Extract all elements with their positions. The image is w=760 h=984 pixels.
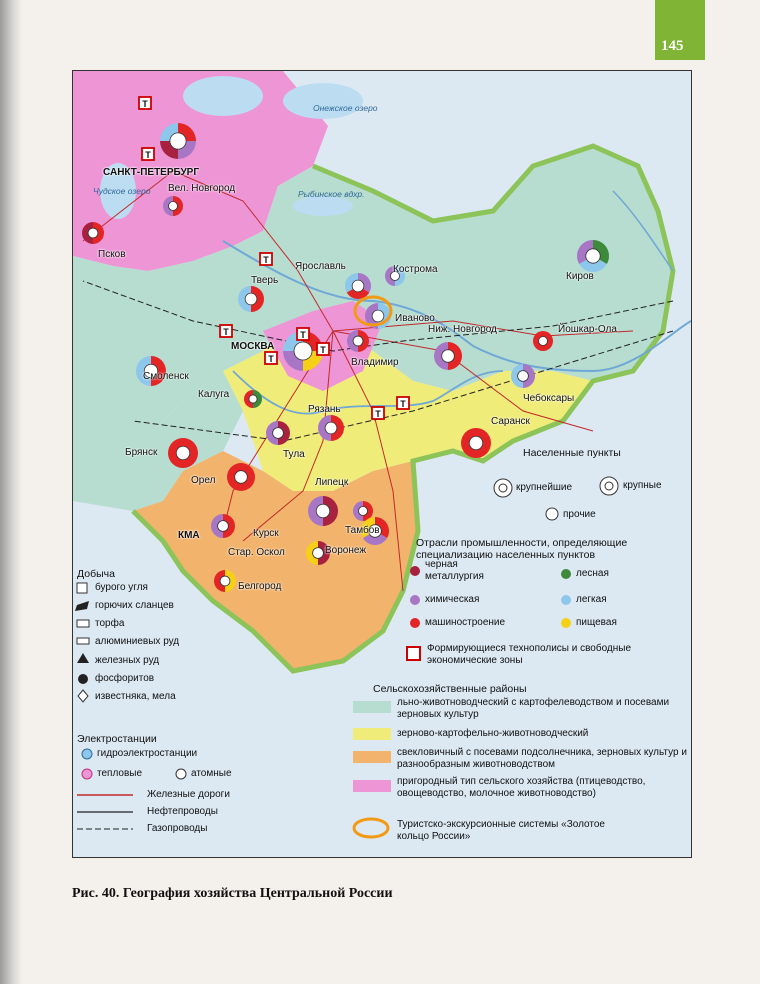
- legend-ind-forest-label: лесная: [576, 568, 609, 579]
- city-belgorod: Белгород: [238, 581, 282, 592]
- city-tambov: Тамбов: [345, 525, 380, 536]
- city-marker-spb: [160, 123, 196, 159]
- city-moskva: МОСКВА: [231, 341, 275, 352]
- city-marker-kirov-center: [586, 249, 600, 263]
- legend-ind-food-label: пищевая: [576, 617, 617, 628]
- city-marker-kaluga: [244, 390, 262, 408]
- city-marker-yaroslavl: [345, 273, 371, 299]
- city-marker-tver-center: [245, 293, 257, 305]
- city-yaroslavl: Ярославль: [295, 261, 346, 272]
- technopolis-marker-0: [139, 97, 151, 109]
- city-marker-cheboksary-center: [518, 371, 529, 382]
- technopolis-marker-6-label: Т: [400, 399, 406, 409]
- city-ivanovo: Иваново: [395, 313, 435, 324]
- city-marker-moskva-center: [294, 342, 312, 360]
- city-pskov: Псков: [98, 249, 126, 260]
- city-marker-kursk-center: [218, 521, 229, 532]
- city-marker-yaroslavl-center: [352, 280, 364, 292]
- legend-power-title: Электростанции: [77, 733, 157, 745]
- technopolis-marker-2-label: Т: [263, 255, 269, 265]
- city-smolensk: Смоленск: [143, 371, 189, 382]
- legend-agri-title: Сельскохозяйственные районы: [373, 683, 527, 695]
- legend-agri-grain-label: зерново-картофельно-животноводческий: [397, 728, 589, 739]
- legend-ind-chem-label: химическая: [425, 594, 480, 605]
- legend-agri-flax-label: льно-животноводческий с картофелеводством и посевами зерновых культур: [397, 697, 670, 720]
- city-lipetsk: Липецк: [315, 477, 349, 488]
- city-ryazan: Рязань: [308, 404, 341, 415]
- city-bryansk: Брянск: [125, 447, 158, 458]
- technopolis-marker-5-label: Т: [268, 354, 274, 364]
- city-marker-kaluga-center: [249, 395, 257, 403]
- cities-layer: [73, 71, 691, 857]
- water-chudskoe: Чудское озеро: [93, 186, 151, 196]
- legend-industry-title: Отрасли промышленности, определяющие специализацию населенных пунктов: [416, 537, 628, 561]
- city-tula: Тула: [283, 449, 305, 460]
- city-marker-belgorod-center: [220, 576, 230, 586]
- legend-agri-suburban-label: пригородный тип сельского хозяйства (птицеводство, овощеводство, молочное животноводство): [397, 776, 646, 799]
- legend-agri-beet-label: свекловичный с посевами подсолнечника, зерновых культур и разнообразным животноводством: [397, 747, 687, 770]
- page-number: 145: [661, 38, 684, 54]
- technopolis-marker-4-label: Т: [320, 345, 326, 355]
- legend-mining-brown-coal: бурого угля: [95, 582, 148, 593]
- legend-other: прочие: [563, 509, 596, 520]
- book-spine-shadow: [0, 0, 22, 984]
- city-marker-ryazan-center: [325, 422, 337, 434]
- technopolis-marker-7-label: Т: [375, 409, 381, 419]
- city-kirov: Киров: [566, 271, 594, 282]
- legend-thermal: тепловые: [97, 768, 143, 779]
- city-kostroma: Кострома: [393, 264, 438, 275]
- city-marker-orel-center: [235, 471, 248, 484]
- legend-mining-shale: горючих сланцев: [95, 600, 174, 611]
- city-marker-ivanovo-center: [372, 310, 384, 322]
- technopolis-marker-4: [317, 343, 329, 355]
- legend-mining-peat: торфа: [95, 618, 125, 629]
- city-saransk: Саранск: [491, 416, 530, 427]
- city-marker-tula-center: [273, 428, 284, 439]
- city-kaluga: Калуга: [198, 389, 230, 400]
- city-cheboksary: Чебоксары: [523, 393, 575, 404]
- legend-large: крупные: [623, 480, 662, 491]
- city-marker-staroskol-center: [313, 548, 324, 559]
- technopolis-marker-0-label: Т: [142, 99, 148, 109]
- legend-tourist-label: Туристско-экскурсионные системы «Золотое кольцо России»: [397, 819, 605, 842]
- city-marker-vladimir: [347, 330, 369, 352]
- city-marker-kursk: [211, 514, 235, 538]
- legend-mining-limestone: известняка, мела: [95, 691, 176, 702]
- technopolis-marker-5: [265, 352, 277, 364]
- technopolis-marker-3-label: Т: [300, 330, 306, 340]
- technopolis-marker-6: [397, 397, 409, 409]
- city-marker-yoshkarola-center: [539, 337, 548, 346]
- technopolis-marker-8-label: Т: [223, 327, 229, 337]
- city-marker-saransk: [461, 428, 491, 458]
- legend-atomic: атомные: [191, 768, 232, 779]
- technopolis-marker-2: [260, 253, 272, 265]
- legend-mining-iron: железных руд: [95, 655, 160, 666]
- city-marker-vnovgorod: [163, 196, 183, 216]
- city-marker-tula: [266, 421, 290, 445]
- map-frame: [72, 70, 692, 858]
- city-kursk: Курск: [253, 528, 279, 539]
- city-marker-lipetsk: [308, 496, 338, 526]
- city-marker-bryansk: [168, 438, 198, 468]
- city-orel: Орел: [191, 475, 216, 486]
- legend-gas: Газопроводы: [147, 823, 208, 834]
- legend-largest: крупнейшие: [516, 482, 573, 493]
- city-kma: КМА: [178, 530, 200, 541]
- figure-caption: Рис. 40. География хозяйства Центральной России: [72, 886, 393, 901]
- city-marker-yoshkarola: [533, 331, 553, 351]
- city-marker-orel: [227, 463, 255, 491]
- city-nnovgorod: Ниж. Новгород: [428, 324, 497, 335]
- city-marker-kirov: [577, 240, 609, 272]
- city-marker-pskov-center: [88, 228, 98, 238]
- water-rybinsk: Рыбинское вдхр.: [298, 189, 365, 199]
- legend-mining-title: Добыча: [77, 568, 115, 580]
- city-marker-spb-center: [170, 133, 186, 149]
- city-marker-saransk-center: [469, 436, 483, 450]
- technopolis-marker-3: [297, 328, 309, 340]
- legend-mining-phosphorite: фосфоритов: [95, 673, 155, 684]
- city-spb: САНКТ-ПЕТЕРБУРГ: [103, 167, 200, 178]
- legend-ind-machine-label: машиностроение: [425, 617, 506, 628]
- city-staroskol: Стар. Оскол: [228, 547, 285, 558]
- legend-ind-light-label: легкая: [576, 594, 607, 605]
- technopolis-marker-7: [372, 407, 384, 419]
- city-vladimir: Владимир: [351, 357, 399, 368]
- city-marker-belgorod: [214, 570, 236, 592]
- city-marker-tambov-center: [359, 507, 368, 516]
- legend-ind-ferrous-label: черная металлургия: [425, 559, 484, 582]
- city-marker-vladimir-center: [353, 336, 363, 346]
- technopolis-marker-1: [142, 148, 154, 160]
- legend-rail: Железные дороги: [147, 789, 230, 800]
- city-vnovgorod: Вел. Новгород: [168, 183, 236, 194]
- legend-tech-label: Формирующиеся технополисы и свободные экономические зоны: [427, 643, 632, 666]
- legend-settlements-title: Населенные пункты: [523, 447, 621, 459]
- city-marker-bryansk-center: [176, 446, 190, 460]
- city-marker-nnovgorod-center: [442, 350, 455, 363]
- city-marker-nnovgorod: [434, 342, 462, 370]
- legend-hydro: гидроэлектростанции: [97, 748, 198, 759]
- city-marker-vnovgorod-center: [169, 202, 178, 211]
- water-onega: Онежское озеро: [313, 103, 378, 113]
- city-marker-tver: [238, 286, 264, 312]
- city-marker-pskov: [82, 222, 104, 244]
- city-tver: Тверь: [251, 275, 279, 286]
- city-voronezh: Воронеж: [325, 545, 367, 556]
- city-marker-ryazan: [318, 415, 344, 441]
- technopolis-marker-8: [220, 325, 232, 337]
- city-marker-cheboksary: [511, 364, 535, 388]
- legend-oil: Нефтепроводы: [147, 806, 218, 817]
- technopolis-marker-1-label: Т: [145, 150, 151, 160]
- city-yoshkarola: Йошкар-Ола: [558, 324, 617, 335]
- city-marker-lipetsk-center: [316, 504, 330, 518]
- legend-mining-bauxite: алюминиевых руд: [95, 636, 180, 647]
